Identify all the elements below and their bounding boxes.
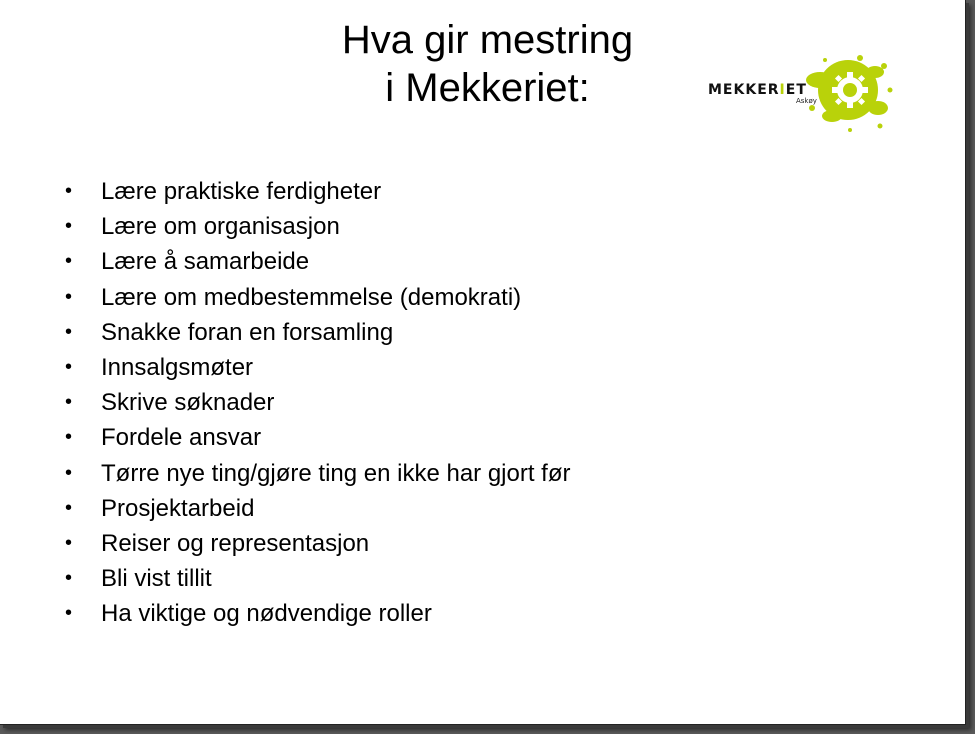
list-item: • Prosjektarbeid (62, 491, 571, 526)
list-item: • Reiser og representasjon (62, 526, 571, 561)
list-item: • Fordele ansvar (62, 420, 571, 455)
logo-subtext: Askøy (796, 97, 817, 105)
bullet-list (62, 174, 571, 632)
title-line-2: i Mekkeriet: (385, 66, 590, 110)
bullet-icon: • (65, 356, 73, 379)
bullet-icon: • (65, 250, 73, 273)
list-item: • Lære om organisasjon (62, 209, 571, 244)
bullet-icon: • (65, 496, 73, 519)
mekkeriet-logo (700, 50, 900, 140)
list-item: • Snakke foran en forsamling (62, 315, 571, 350)
list-item: • Innsalgsmøter (62, 350, 571, 385)
bullet-icon: • (65, 215, 73, 238)
list-item: • Lære praktiske ferdigheter (62, 174, 571, 209)
bullet-icon: • (65, 426, 73, 449)
list-item: • Bli vist tillit (62, 561, 571, 596)
bullet-icon: • (65, 602, 73, 625)
title-line-1: Hva gir mestring (341, 18, 634, 62)
bullet-icon: • (65, 180, 73, 202)
bullet-icon: • (65, 532, 73, 555)
slide-title (200, 16, 775, 112)
bullet-icon: • (65, 285, 73, 308)
bullet-icon: • (65, 461, 73, 484)
list-item: • Tørre nye ting/gjøre ting en ikke har gjort før (62, 456, 571, 491)
list-item: • Ha viktige og nødvendige roller (62, 596, 571, 631)
list-item: • Skrive søknader (62, 385, 571, 420)
bullet-icon: • (65, 391, 73, 414)
list-item: • Lære om medbestemmelse (demokrati) (62, 280, 571, 315)
logo-wordmark: MEKKERIET (708, 82, 807, 98)
bullet-icon: • (65, 320, 73, 343)
list-item: • Lære å samarbeide (62, 244, 571, 279)
bullet-icon: • (65, 567, 73, 590)
